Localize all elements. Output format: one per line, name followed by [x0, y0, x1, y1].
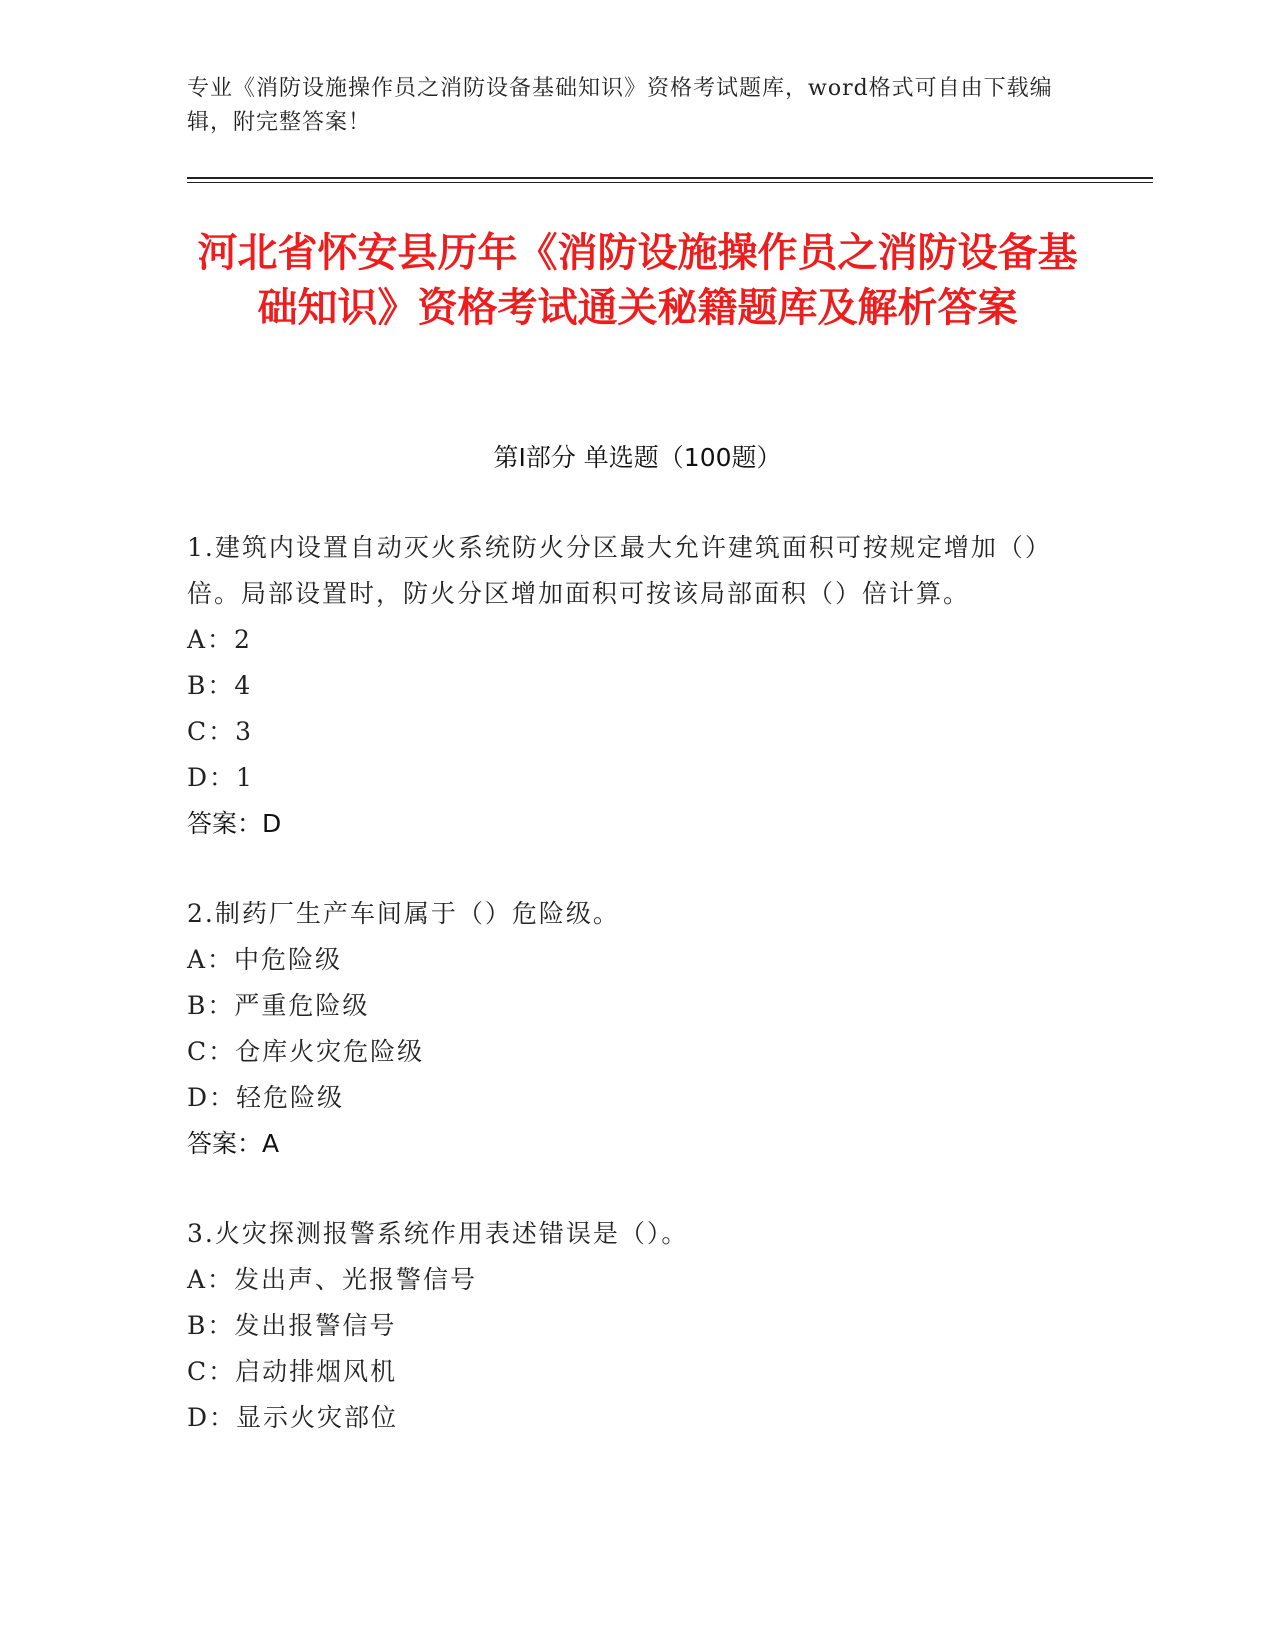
- option-c: C：仓库火灾危险级: [187, 1037, 425, 1066]
- option-a: A：发出声、光报警信号: [187, 1265, 478, 1294]
- option-a: A：中危险级: [187, 945, 343, 974]
- question-2: [187, 891, 1067, 1167]
- header-divider-thin: [187, 182, 1153, 183]
- option-c: C：3: [187, 717, 254, 746]
- option-c: C：启动排烟风机: [187, 1357, 398, 1386]
- option-d: D：轻危险级: [187, 1083, 345, 1112]
- question-stem: 1.建筑内设置自动灭火系统防火分区最大允许建筑面积可按规定增加（）倍。局部设置时，防火分区增加面积可按该局部面积（）倍计算。: [187, 533, 1052, 608]
- question-1: [187, 525, 1067, 847]
- section-title: 第Ⅰ部分 单选题（100题）: [493, 443, 782, 472]
- question-3: [187, 1211, 1067, 1441]
- option-b: B：4: [187, 671, 253, 700]
- option-b: B：严重危险级: [187, 991, 370, 1020]
- header-divider-thick: [187, 177, 1153, 179]
- option-a: A：2: [187, 625, 252, 654]
- header-note: 专业《消防设施操作员之消防设备基础知识》资格考试题库，word格式可自由下载编辑，附完整答案！: [187, 76, 1053, 135]
- question-stem: 2.制药厂生产车间属于（）危险级。: [187, 899, 620, 928]
- option-b: B：发出报警信号: [187, 1311, 397, 1340]
- document-title: 河北省怀安县历年《消防设施操作员之消防设备基础知识》资格考试通关秘籍题库及解析答案: [197, 230, 1078, 331]
- answer: 答案：D: [187, 809, 282, 838]
- question-list: [187, 525, 1067, 1485]
- option-d: D：显示火灾部位: [187, 1403, 399, 1432]
- question-stem: 3.火灾探测报警系统作用表述错误是（）。: [187, 1219, 689, 1248]
- answer: 答案：A: [187, 1129, 280, 1158]
- option-d: D：1: [187, 763, 254, 792]
